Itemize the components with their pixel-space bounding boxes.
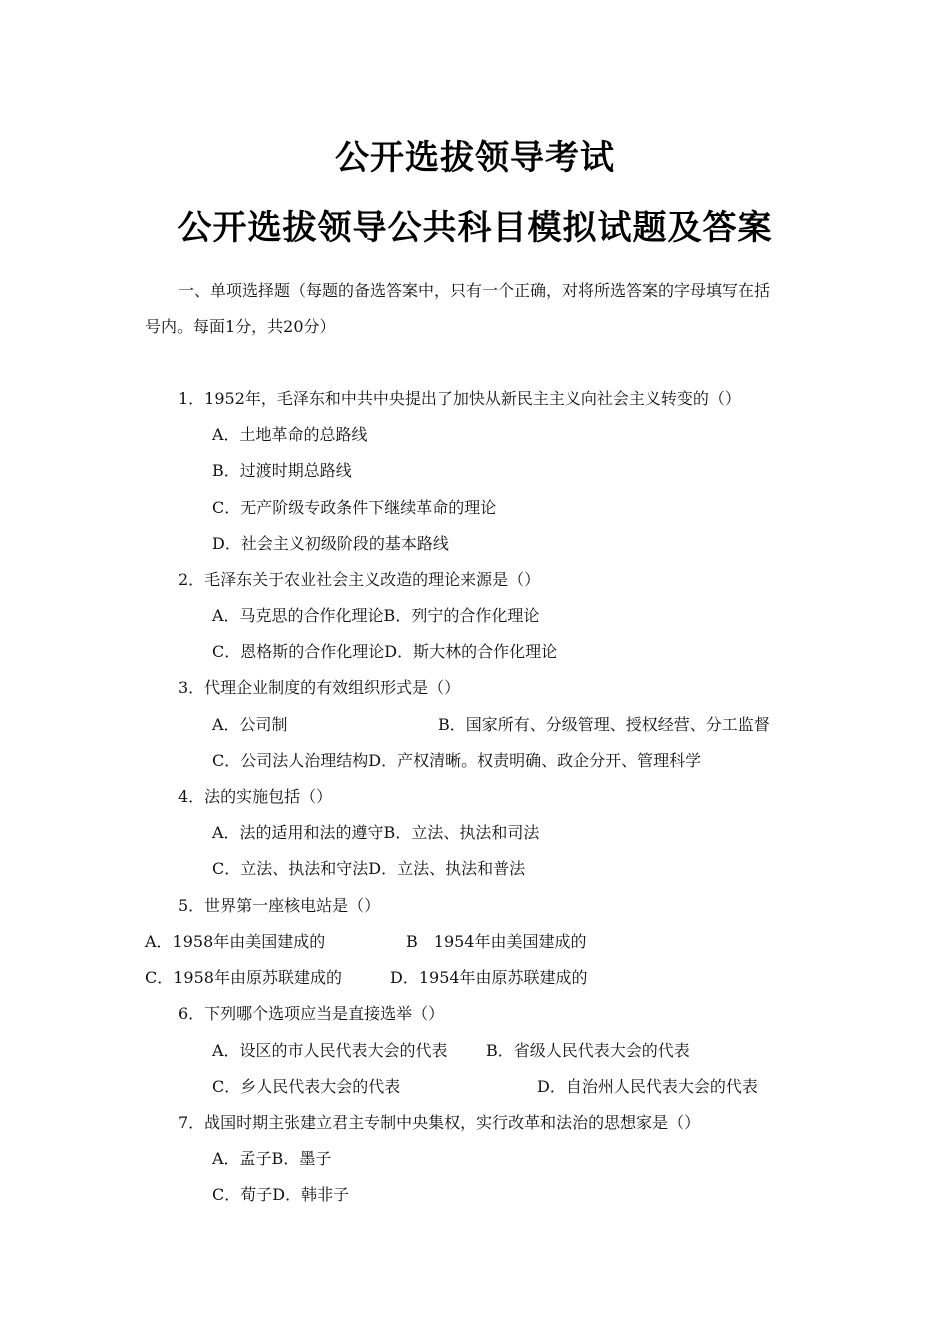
- section-intro-line1: 一、单项选择题（每题的备选答案中，只有一个正确，对将所选答案的字母填写在括: [178, 281, 771, 300]
- question-7-option-cd: C．荀子D．韩非子: [212, 1185, 350, 1204]
- question-2-option-cd: C．恩格斯的合作化理论D．斯大林的合作化理论: [212, 642, 558, 661]
- question-4-stem: 4．法的实施包括（）: [178, 787, 333, 806]
- question-5-option-d: D．1954年由原苏联建成的: [390, 968, 588, 987]
- question-6-option-d: D．自治州人民代表大会的代表: [537, 1077, 758, 1096]
- question-1-option-a: A．土地革命的总路线: [212, 425, 368, 444]
- question-3-option-b: B．国家所有、分级管理、授权经营、分工监督: [438, 715, 770, 734]
- question-5-option-b: B 1954年由美国建成的: [406, 932, 587, 951]
- question-1-option-d: D．社会主义初级阶段的基本路线: [212, 534, 449, 553]
- question-4-option-cd: C．立法、执法和守法D．立法、执法和普法: [212, 859, 526, 878]
- question-3-stem: 3．代理企业制度的有效组织形式是（）: [178, 678, 461, 697]
- question-1-stem: 1．1952年，毛泽东和中共中央提出了加快从新民主主义向社会主义转变的（）: [178, 389, 741, 408]
- question-5-option-c: C．1958年由原苏联建成的: [145, 968, 342, 987]
- question-6-option-b: B．省级人民代表大会的代表: [486, 1041, 690, 1060]
- question-6-option-a: A．设区的市人民代表大会的代表: [212, 1041, 448, 1060]
- question-5-stem: 5．世界第一座核电站是（）: [178, 896, 381, 915]
- document-subtitle: 公开选拔领导公共科目模拟试题及答案: [177, 208, 773, 248]
- question-2-stem: 2．毛泽东关于农业社会主义改造的理论来源是（）: [178, 570, 541, 589]
- question-3-option-a: A．公司制: [212, 715, 288, 734]
- question-2-option-ab: A．马克思的合作化理论B．列宁的合作化理论: [212, 606, 540, 625]
- question-7-option-ab: A．孟子B．墨子: [212, 1149, 332, 1168]
- question-3-option-cd: C．公司法人治理结构D．产权清晰。权责明确、政企分开、管理科学: [212, 751, 702, 770]
- question-4-option-ab: A．法的适用和法的遵守B．立法、执法和司法: [212, 823, 540, 842]
- question-7-stem: 7．战国时期主张建立君主专制中央集权，实行改革和法治的思想家是（）: [178, 1113, 701, 1132]
- question-6-option-c: C．乡人民代表大会的代表: [212, 1077, 401, 1096]
- question-5-option-a: A．1958年由美国建成的: [145, 932, 326, 951]
- section-intro-line2: 号内。每面1分，共20分）: [145, 317, 336, 336]
- document-title: 公开选拔领导考试: [335, 138, 615, 178]
- question-1-option-b: B．过渡时期总路线: [212, 461, 352, 480]
- question-1-option-c: C．无产阶级专政条件下继续革命的理论: [212, 498, 497, 517]
- question-6-stem: 6．下列哪个选项应当是直接选举（）: [178, 1004, 445, 1023]
